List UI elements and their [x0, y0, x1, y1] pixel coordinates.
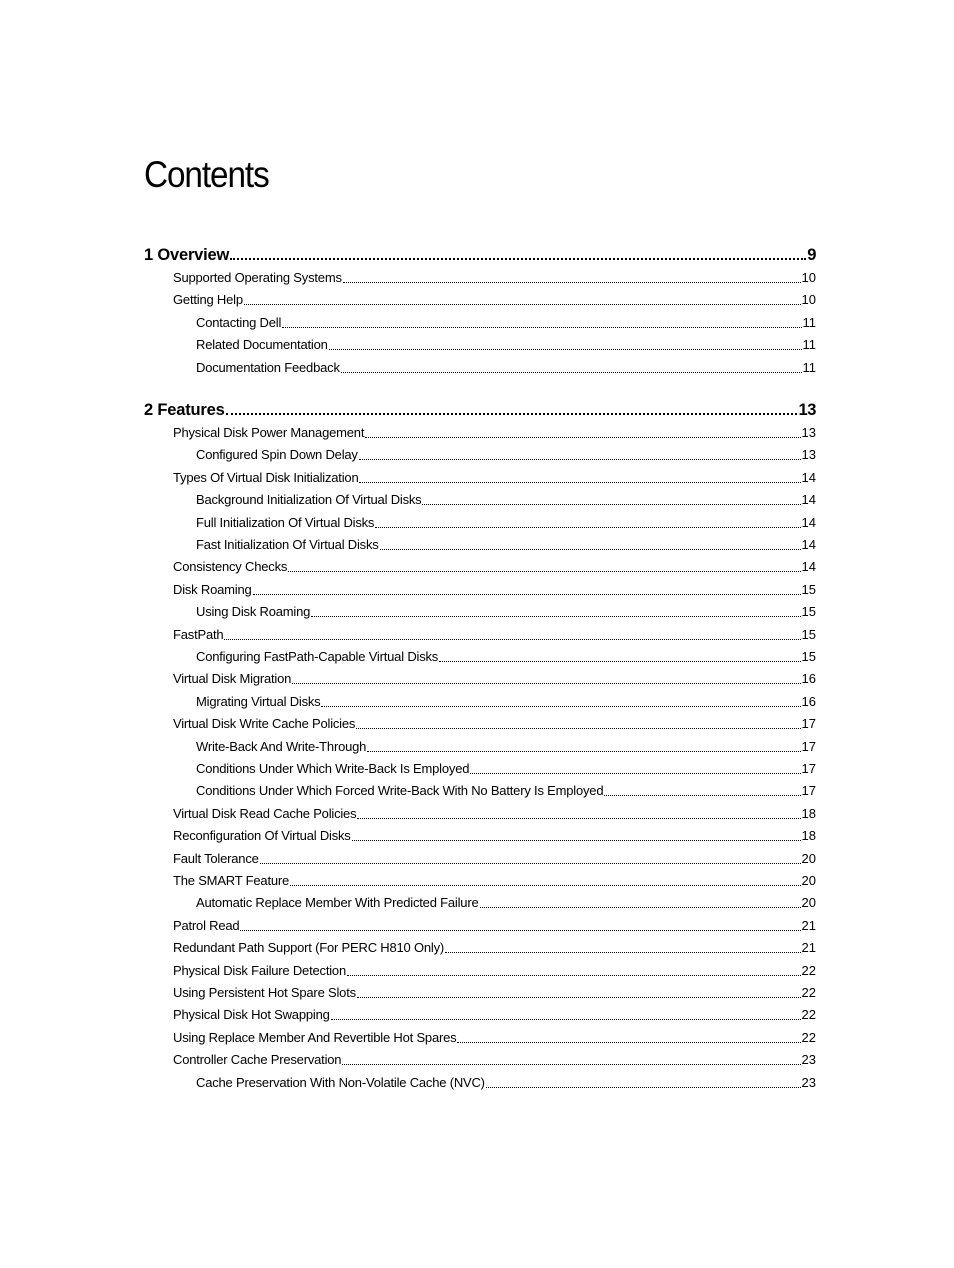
toc-dot-leader	[357, 818, 800, 819]
toc-entry-label: Related Documentation	[196, 337, 328, 353]
toc-entry-label: Supported Operating Systems	[173, 270, 342, 285]
toc-dot-leader	[365, 437, 800, 438]
toc-entry-label: Fault Tolerance	[173, 850, 259, 866]
toc-entry[interactable]	[196, 514, 816, 532]
toc-entry-label: Getting Help	[173, 292, 243, 308]
toc-dot-leader	[224, 639, 800, 640]
toc-dot-leader	[253, 594, 801, 595]
toc-page-number: 10	[801, 292, 816, 308]
toc-entry[interactable]	[173, 558, 816, 576]
toc-entry[interactable]	[173, 626, 816, 644]
toc-dot-leader	[357, 997, 801, 998]
toc-page-number: 15	[801, 626, 816, 642]
toc-entry-label: Physical Disk Hot Swapping	[173, 1007, 330, 1023]
toc-page-number: 9	[807, 246, 816, 264]
toc-entry[interactable]	[173, 581, 816, 599]
toc-page-number: 22	[801, 1029, 816, 1045]
toc-page-number: 14	[801, 559, 816, 575]
toc-entry-label: Conditions Under Which Forced Write-Back With No Battery Is Employed	[196, 783, 604, 799]
toc-dot-leader	[288, 571, 800, 572]
toc-dot-leader	[282, 327, 801, 328]
toc-page-number: 20	[801, 850, 816, 866]
toc-page-number: 22	[801, 1007, 816, 1023]
toc-entry[interactable]	[173, 984, 816, 1002]
toc-entry-label: Configuring FastPath-Capable Virtual Disks	[196, 649, 439, 664]
toc-dot-leader	[292, 683, 800, 684]
toc-dot-leader	[356, 728, 800, 729]
toc-entry-label: Controller Cache Preservation	[173, 1052, 342, 1068]
toc-page-number: 14	[801, 537, 816, 552]
toc-entry[interactable]	[196, 446, 816, 464]
toc-page-number: 17	[801, 761, 816, 776]
toc-entry-label: Using Replace Member And Revertible Hot Spares	[173, 1029, 457, 1045]
toc-page-number: 16	[801, 671, 816, 687]
toc-dot-leader	[604, 795, 800, 796]
toc-entry[interactable]	[196, 359, 816, 377]
toc-dot-leader	[311, 616, 800, 617]
toc-page-number: 14	[801, 469, 816, 485]
toc-page-number: 14	[801, 514, 816, 530]
toc-page-number: 16	[801, 693, 816, 709]
toc-page-number: 20	[801, 895, 816, 911]
toc-entry[interactable]	[173, 805, 816, 823]
toc-page-number: 23	[801, 1074, 816, 1090]
toc-dot-leader	[230, 258, 806, 260]
toc-page-number: 15	[801, 581, 816, 597]
toc-page-number: 11	[802, 359, 816, 375]
toc-dot-leader	[375, 527, 800, 528]
toc-entry-label: Migrating Virtual Disks	[196, 693, 321, 709]
toc-entry[interactable]	[173, 424, 816, 442]
toc-dot-leader	[226, 413, 798, 415]
toc-page-number: 13	[798, 401, 816, 419]
toc-page-number: 17	[801, 783, 816, 799]
toc-entry-label: Virtual Disk Migration	[173, 671, 292, 687]
toc-entry[interactable]	[196, 738, 816, 756]
toc-entry-label: The SMART Feature	[173, 873, 290, 888]
toc-entry-label: Cache Preservation With Non-Volatile Cache (NVC)	[196, 1074, 485, 1090]
toc-dot-leader	[244, 304, 801, 305]
toc-entry[interactable]	[196, 536, 816, 554]
toc-entry[interactable]	[144, 245, 816, 265]
toc-page-number: 18	[801, 805, 816, 821]
toc-dot-leader	[380, 549, 801, 550]
toc-entry-label: Using Disk Roaming	[196, 604, 311, 620]
toc-entry[interactable]	[173, 827, 816, 845]
toc-page-number: 11	[802, 314, 816, 330]
toc-entry[interactable]	[196, 894, 816, 912]
toc-entry-label: Virtual Disk Write Cache Policies	[173, 716, 356, 732]
toc-entry-label: Write-Back And Write-Through	[196, 738, 367, 754]
toc-entry-label: Conditions Under Which Write-Back Is Employed	[196, 761, 470, 776]
toc-entry-label: FastPath	[173, 626, 224, 642]
toc-entry-label: Physical Disk Power Management	[173, 425, 365, 440]
toc-dot-leader	[329, 349, 802, 350]
toc-entry-label: Disk Roaming	[173, 581, 252, 597]
toc-entry-label: Contacting Dell	[196, 314, 282, 330]
toc-entry[interactable]	[173, 850, 816, 868]
toc-entry[interactable]	[173, 715, 816, 733]
toc-dot-leader	[480, 907, 801, 908]
toc-page-number: 11	[802, 337, 816, 353]
toc-dot-leader	[445, 952, 800, 953]
toc-page-number: 10	[801, 270, 816, 285]
toc-dot-leader	[347, 975, 801, 976]
toc-entry[interactable]	[173, 1029, 816, 1047]
toc-entry-label: Using Persistent Hot Spare Slots	[173, 985, 356, 1000]
toc-dot-leader	[439, 661, 800, 662]
toc-page-number: 15	[801, 604, 816, 620]
toc-entry[interactable]	[173, 469, 816, 487]
toc-page-number: 22	[801, 962, 816, 978]
toc-entry-label: Documentation Feedback	[196, 359, 340, 375]
toc-page-number: 17	[801, 716, 816, 732]
toc-dot-leader	[359, 482, 800, 483]
toc-entry[interactable]	[196, 782, 816, 800]
toc-entry-label: Redundant Path Support (For PERC H810 Only)	[173, 940, 445, 956]
toc-entry[interactable]	[196, 1074, 816, 1092]
toc-dot-leader	[342, 1064, 800, 1065]
toc-dot-leader	[422, 504, 800, 505]
toc-entry-label: Full Initialization Of Virtual Disks	[196, 514, 375, 530]
toc-dot-leader	[290, 885, 800, 886]
toc-entry[interactable]	[196, 491, 816, 509]
toc-page-number: 15	[801, 649, 816, 664]
toc-page-number: 21	[801, 917, 816, 933]
toc-dot-leader	[343, 282, 801, 283]
toc-dot-leader	[352, 840, 801, 841]
toc-entry[interactable]	[196, 314, 816, 332]
toc-entry[interactable]	[196, 336, 816, 354]
toc-entry[interactable]	[196, 760, 816, 778]
page-title: Contents	[144, 154, 269, 195]
toc-page-number: 13	[801, 447, 816, 463]
toc-entry-label: Consistency Checks	[173, 559, 288, 575]
toc-page-number: 14	[801, 492, 816, 508]
toc-dot-leader	[367, 751, 800, 752]
toc-entry[interactable]	[173, 917, 816, 935]
toc-entry[interactable]	[196, 648, 816, 666]
toc-entry[interactable]	[173, 291, 816, 309]
toc-entry-label: Fast Initialization Of Virtual Disks	[196, 537, 379, 552]
toc-page-number: 21	[801, 940, 816, 956]
toc-page-number: 17	[801, 738, 816, 754]
toc-entry-label: 1 Overview	[144, 246, 230, 264]
toc-page-number: 20	[801, 873, 816, 888]
toc-dot-leader	[457, 1042, 800, 1043]
toc-entry-label: Configured Spin Down Delay	[196, 447, 358, 463]
toc-dot-leader	[240, 930, 800, 931]
toc-entry-label: Reconfiguration Of Virtual Disks	[173, 828, 351, 844]
toc-dot-leader	[341, 372, 802, 373]
toc-dot-leader	[321, 706, 800, 707]
toc-entry[interactable]	[173, 269, 816, 287]
toc-entry[interactable]	[173, 939, 816, 957]
toc-page-number: 23	[801, 1052, 816, 1068]
toc-entry-label: Background Initialization Of Virtual Disks	[196, 492, 422, 508]
toc-dot-leader	[470, 773, 800, 774]
toc-entry[interactable]	[173, 962, 816, 980]
toc-entry-label: Virtual Disk Read Cache Policies	[173, 805, 357, 821]
toc-entry[interactable]	[173, 872, 816, 890]
toc-entry[interactable]	[173, 1006, 816, 1024]
toc-dot-leader	[359, 459, 801, 460]
toc-entry[interactable]	[173, 1051, 816, 1069]
toc-entry-label: 2 Features	[144, 401, 225, 419]
toc-page-number: 22	[801, 985, 816, 1000]
toc-entry-label: Types Of Virtual Disk Initialization	[173, 469, 359, 485]
toc-entry[interactable]	[196, 693, 816, 711]
toc-entry-label: Physical Disk Failure Detection	[173, 962, 346, 978]
toc-entry-label: Automatic Replace Member With Predicted Failure	[196, 895, 479, 911]
toc-dot-leader	[331, 1019, 801, 1020]
toc-entry[interactable]	[196, 603, 816, 621]
toc-page-number: 13	[801, 425, 816, 440]
toc-dot-leader	[486, 1087, 801, 1088]
toc-entry[interactable]	[173, 670, 816, 688]
toc-page-number: 18	[801, 828, 816, 844]
toc-entry[interactable]	[144, 400, 816, 420]
toc-entry-label: Patrol Read	[173, 917, 240, 933]
toc-dot-leader	[260, 863, 801, 864]
